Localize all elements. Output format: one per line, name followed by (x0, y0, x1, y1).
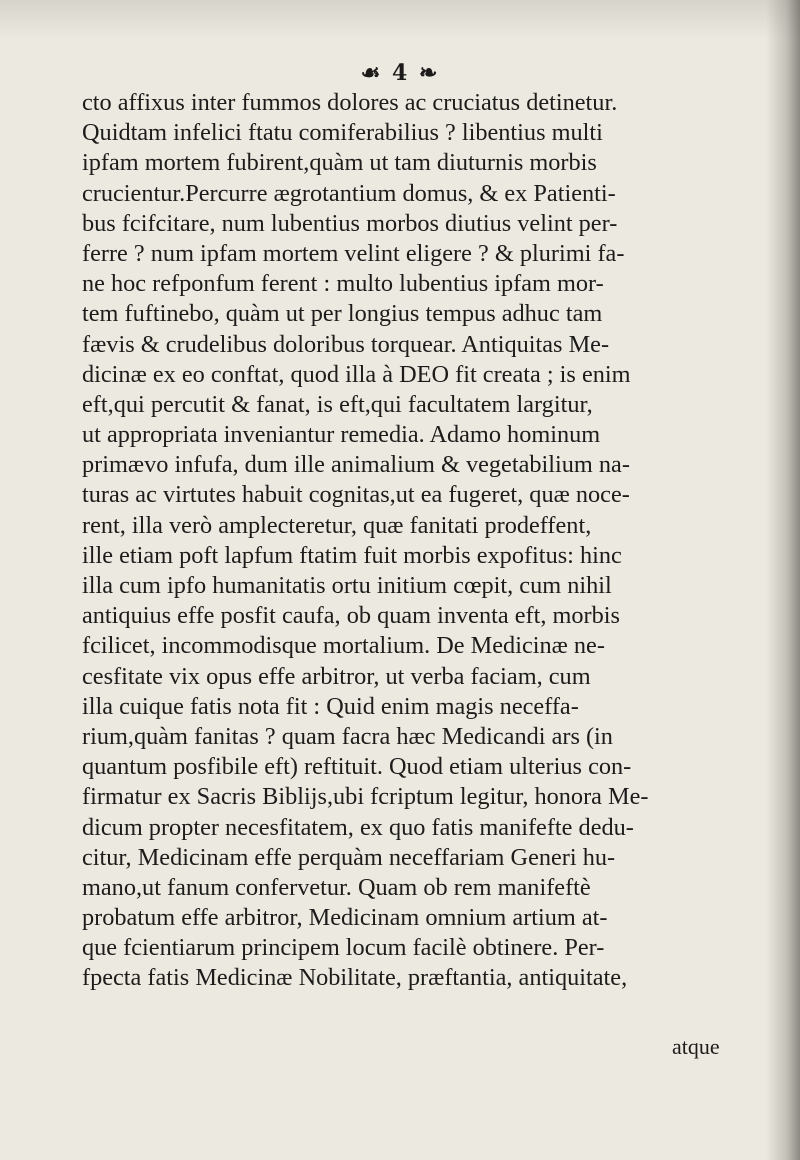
text-line: firmatur ex Sacris Biblijs,ubi fcriptum legitur, honora Me- (82, 783, 649, 811)
text-line: ut appropriata inveniantur remedia. Adamo hominum (82, 421, 601, 449)
text-line: que fcientiarum principem locum facilè obtinere. Per- (82, 934, 605, 962)
body-text (82, 88, 762, 994)
catchword: atque (672, 1034, 720, 1059)
text-line: cesfitate vix opus effe arbitror, ut verba faciam, cum (82, 662, 591, 690)
text-line: fcilicet, incommodisque mortalium. De Medicinæ ne- (82, 632, 605, 660)
page-edge-shadow (766, 0, 800, 1160)
text-line: cto affixus inter fummos dolores ac cruciatus detinetur. (82, 89, 618, 116)
text-line: mano,ut fanum confervetur. Quam ob rem manifeftè (82, 873, 591, 901)
text-line: dicinæ ex eo conftat, quod illa à DEO fit creata ; is enim (82, 360, 631, 388)
text-line: tem fuftinebo, quàm ut per longius tempus adhuc tam (82, 300, 603, 328)
text-line: primævo infufa, dum ille animalium & vegetabilium na- (82, 451, 630, 479)
text-line: turas ac virtutes habuit cognitas,ut ea fugeret, quæ noce- (82, 481, 630, 509)
text-line: ferre ? num ipfam mortem velint eligere ? & plurimi fa- (82, 239, 625, 267)
text-line: dicum propter necesfitatem, ex quo fatis manifefte dedu- (82, 813, 634, 841)
text-line: bus fcifcitare, num lubentius morbos diutius velint per- (82, 209, 618, 237)
text-line: rium,quàm fanitas ? quam facra hæc Medicandi ars (in (82, 722, 613, 750)
text-line: quantum posfibile eft) reftituit. Quod etiam ulterius con- (82, 753, 632, 781)
text-line: illa cuique fatis nota fit : Quid enim magis neceffa- (82, 692, 579, 720)
text-line: fpecta fatis Medicinæ Nobilitate, præftantia, antiquitate, (82, 964, 628, 992)
text-line: fævis & crudelibus doloribus torquear. Antiquitas Me- (82, 330, 610, 358)
text-line: Quidtam infelici ftatu comiferabilius ? libentius multi (82, 119, 603, 147)
text-line: ille etiam poft lapfum ftatim fuit morbis expofitus: hinc (82, 541, 622, 569)
text-line: eft,qui percutit & fanat, is eft,qui facultatem largitur, (82, 390, 593, 418)
page-number-header: ☙ 4 ❧ (360, 60, 440, 86)
text-line: probatum effe arbitror, Medicinam omnium artium at- (82, 904, 608, 932)
page-top-shadow (0, 0, 800, 40)
text-line: citur, Medicinam effe perquàm neceffariam Generi hu- (82, 843, 616, 871)
text-line: ipfam mortem fubirent,quàm ut tam diuturnis morbis (82, 149, 597, 177)
text-line: illa cum ipfo humanitatis ortu initium cœpit, cum nihil (82, 572, 612, 599)
text-line: crucientur.Percurre ægrotantium domus, & ex Patienti- (82, 179, 616, 207)
text-line: antiquius effe posfit caufa, ob quam inventa eft, morbis (82, 602, 620, 630)
text-line: ne hoc refponfum ferent : multo lubentius ipfam mor- (82, 270, 604, 298)
text-line: rent, illa verò amplecteretur, quæ fanitati prodeffent, (82, 511, 592, 539)
